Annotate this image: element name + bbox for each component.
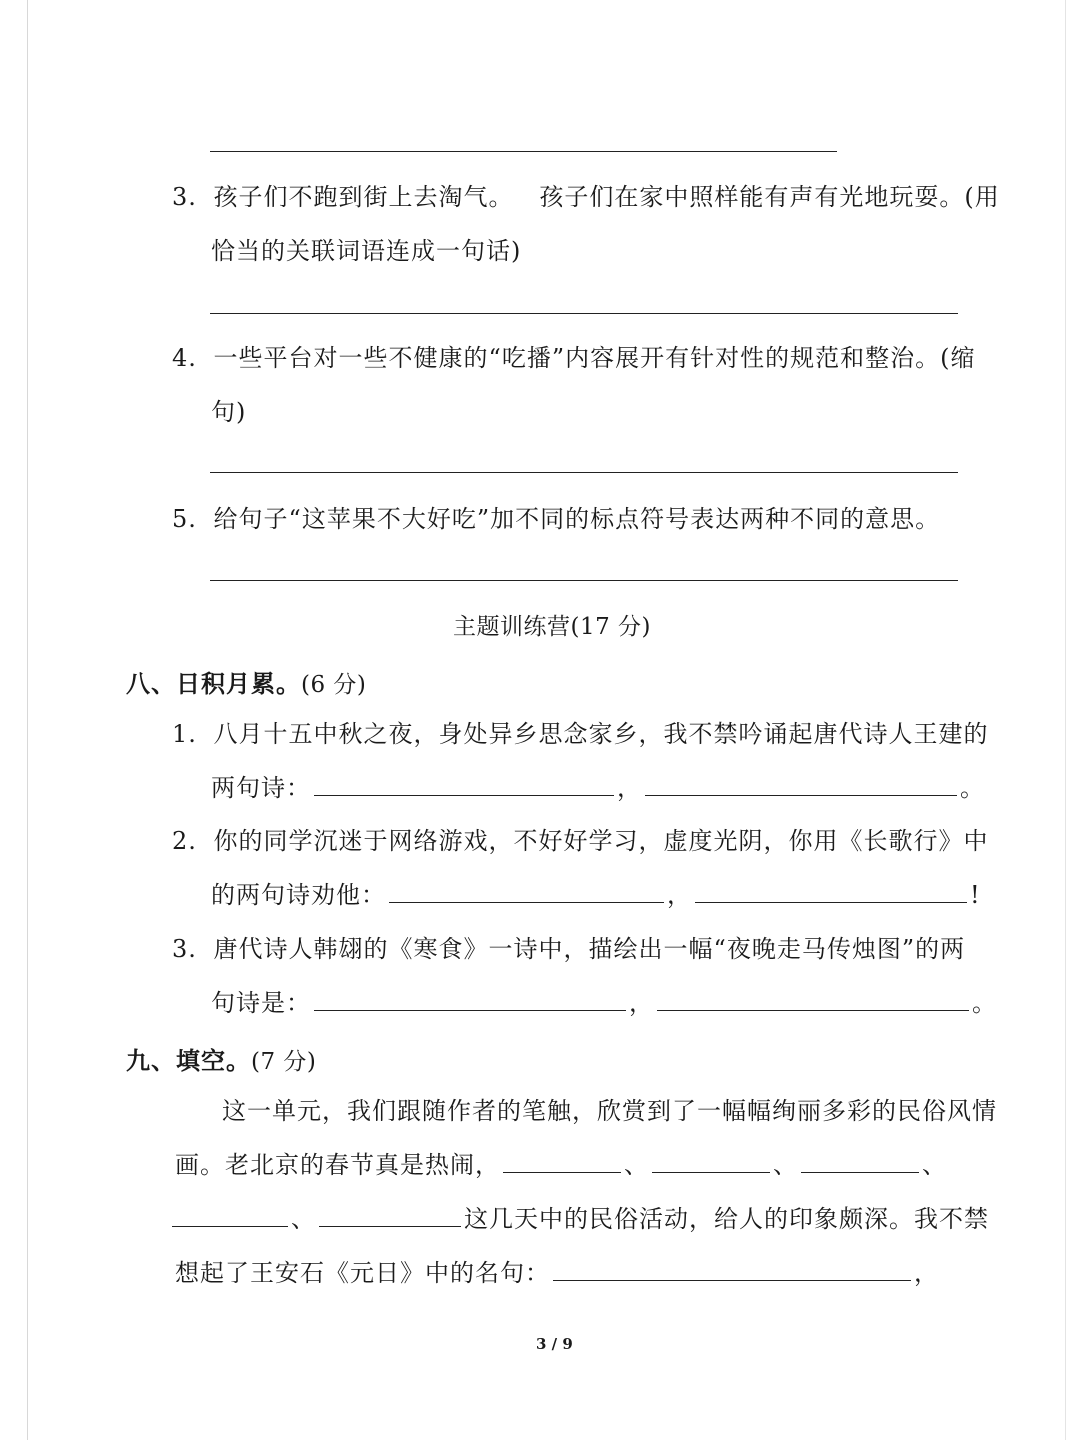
item-text: 你的同学沉迷于网络游戏，不好好学习，虚度光阴，你用《长歌行》中 xyxy=(213,827,989,855)
answer-blank-d[interactable] xyxy=(172,1206,288,1227)
separator: 、 xyxy=(624,1151,649,1179)
part-score: (7 分) xyxy=(251,1049,317,1075)
end-mark: 。 xyxy=(960,774,985,802)
answer-line-q2[interactable] xyxy=(210,151,837,152)
item-prefix: 的两句诗劝他： xyxy=(211,881,386,909)
part-heading-text: 八、日积月累。 xyxy=(126,669,301,698)
question-number: 3. xyxy=(172,183,197,211)
para-text: 这几天中的民俗活动，给人的印象颇深。我不禁 xyxy=(464,1205,989,1233)
separator: ， xyxy=(629,989,654,1017)
item-text: 八月十五中秋之夜，身处异乡思念家乡，我不禁吟诵起唐代诗人王建的 xyxy=(213,720,989,748)
answer-blank-f[interactable] xyxy=(553,1260,911,1281)
part-8-item-3-line2 xyxy=(211,988,997,1018)
answer-blank-2[interactable] xyxy=(695,882,967,903)
end-mark: 。 xyxy=(972,989,997,1017)
part-score: (6 分) xyxy=(301,672,367,698)
question-number: 5. xyxy=(172,505,197,533)
answer-blank-e[interactable] xyxy=(319,1206,461,1227)
part-9-para-line3 xyxy=(172,1204,989,1234)
part-8-item-1-line2 xyxy=(211,773,985,803)
separator: ， xyxy=(617,774,642,802)
part-8-item-3 xyxy=(172,934,965,964)
answer-blank-2[interactable] xyxy=(645,775,957,796)
section-title: 主题训练营(17 分) xyxy=(453,614,652,640)
answer-blank-1[interactable] xyxy=(389,882,664,903)
part-9-para-line4 xyxy=(175,1258,939,1288)
question-text: 给句子“这苹果不大好吃”加不同的标点符号表达两种不同的意思。 xyxy=(213,505,941,533)
para-text: 想起了王安石《元日》中的名句： xyxy=(175,1259,550,1287)
item-prefix: 句诗是： xyxy=(211,989,311,1017)
part-9-para-line1: 这一单元，我们跟随作者的笔触，欣赏到了一幅幅绚丽多彩的民俗风情 xyxy=(222,1097,997,1125)
separator: ， xyxy=(667,881,692,909)
answer-blank-1[interactable] xyxy=(314,775,614,796)
question-text: 一些平台对一些不健康的“吃播”内容展开有针对性的规范和整治。(缩 xyxy=(213,344,976,372)
question-4-line2: 句) xyxy=(211,398,247,426)
answer-blank-a[interactable] xyxy=(503,1152,621,1173)
question-3-line2: 恰当的关联词语连成一句话) xyxy=(211,237,522,265)
page-edge-left xyxy=(27,0,28,1440)
separator: 、 xyxy=(922,1151,947,1179)
question-text: 孩子们不跑到街上去淘气。 孩子们在家中照样能有声有光地玩耍。(用 xyxy=(213,183,1000,211)
item-number: 1. xyxy=(172,720,197,748)
end-mark: ! xyxy=(970,881,981,909)
para-text: 画。老北京的春节真是热闹， xyxy=(175,1151,500,1179)
item-text: 唐代诗人韩翃的《寒食》一诗中，描绘出一幅“夜晚走马传烛图”的两 xyxy=(213,935,966,963)
separator: 、 xyxy=(291,1205,316,1233)
part-heading-text: 九、填空。 xyxy=(126,1046,251,1075)
answer-blank-b[interactable] xyxy=(652,1152,770,1173)
question-number: 4. xyxy=(172,344,197,372)
part-9-heading xyxy=(126,1041,316,1077)
item-number: 2. xyxy=(172,827,197,855)
page-number: 3 / 9 xyxy=(536,1335,573,1353)
part-8-item-2-line2 xyxy=(211,880,981,910)
separator: 、 xyxy=(773,1151,798,1179)
end-mark: ， xyxy=(914,1259,939,1287)
part-9-para-line2 xyxy=(175,1150,947,1180)
answer-blank-2[interactable] xyxy=(657,990,969,1011)
answer-blank-c[interactable] xyxy=(801,1152,919,1173)
page-edge-right xyxy=(1065,0,1066,1440)
question-4 xyxy=(172,343,975,373)
item-number: 3. xyxy=(172,935,197,963)
item-prefix: 两句诗： xyxy=(211,774,311,802)
answer-line-q3[interactable] xyxy=(210,313,958,314)
question-3 xyxy=(172,182,1000,212)
part-8-item-2 xyxy=(172,826,989,856)
part-8-heading xyxy=(126,664,366,700)
part-8-item-1 xyxy=(172,719,989,749)
answer-blank-1[interactable] xyxy=(314,990,626,1011)
answer-line-q4[interactable] xyxy=(210,472,958,473)
question-5 xyxy=(172,504,940,534)
answer-line-q5[interactable] xyxy=(210,580,958,581)
